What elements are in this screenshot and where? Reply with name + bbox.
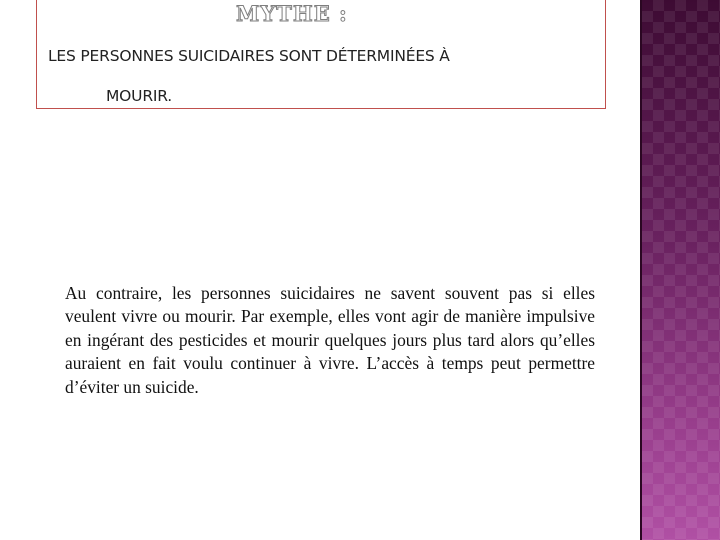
heading-line-2: MOURIR. <box>106 87 173 105</box>
heading-line-1: LES PERSONNES SUICIDAIRES SONT DÉTERMINÉES À <box>48 47 450 65</box>
body-paragraph: Au contraire, les personnes suicidaires ne savent souvent pas si elles veulent vivre ou mourir. Par exemple, elles vont agir de manière impulsive en ingérant des pesticides et mourir quelques jours plus tard alors qu’elles auraient en fait voulu continuer à vivre. L’accès à temps peut permettre d’éviter un suicide. <box>65 283 595 397</box>
decorative-side-panel <box>642 0 720 540</box>
slide-title: MYTHE : <box>236 1 348 26</box>
